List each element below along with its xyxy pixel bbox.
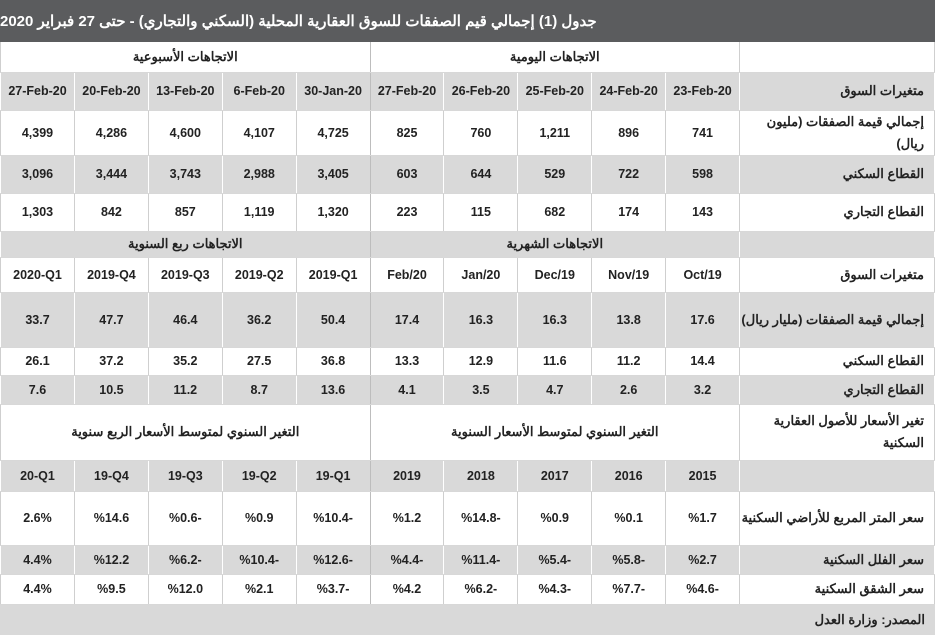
cell-value: 13.8 — [592, 292, 666, 347]
left-group-title: الاتجاهات ربع السنوية — [1, 231, 371, 257]
row-label: القطاع السكني — [740, 155, 935, 193]
table-row — [1, 347, 935, 375]
row-label: إجمالي قيمة الصفقات (مليون ريال) — [740, 110, 935, 155]
column-header: 2019-Q1 — [296, 257, 370, 292]
cell-value: 26.1 — [1, 347, 75, 375]
cell-value: 37.2 — [74, 347, 148, 375]
table-title-bar — [0, 0, 935, 42]
column-header: 20-Q1 — [1, 460, 75, 491]
cell-value: 2.6 — [592, 375, 666, 404]
real-estate-table — [0, 42, 935, 605]
cell-value: 7.6 — [1, 375, 75, 404]
cell-value: %0.1 — [592, 491, 666, 545]
cell-value: 3,444 — [74, 155, 148, 193]
cell-value: 1,211 — [518, 110, 592, 155]
cell-value: 825 — [370, 110, 444, 155]
cell-value: %4.3- — [518, 574, 592, 604]
cell-value: 36.8 — [296, 347, 370, 375]
row-label: سعر الشقق السكنية — [740, 574, 935, 604]
cell-value: 143 — [666, 193, 740, 231]
cell-value: 722 — [592, 155, 666, 193]
cell-value: %14.6 — [74, 491, 148, 545]
column-header: 26-Feb-20 — [444, 72, 518, 110]
cell-value: 50.4 — [296, 292, 370, 347]
column-header: 27-Feb-20 — [1, 72, 75, 110]
table-row — [1, 193, 935, 231]
table-title: جدول (1) إجمالي قيم الصفقات للسوق العقارية المحلية (السكني والتجاري) - حتى 27 فبراير 2020 — [0, 13, 597, 30]
cell-value: 682 — [518, 193, 592, 231]
column-header: 19-Q1 — [296, 460, 370, 491]
cell-value: 27.5 — [222, 347, 296, 375]
cell-value: 4.4% — [1, 574, 75, 604]
cell-value: %1.2 — [370, 491, 444, 545]
cell-value: 896 — [592, 110, 666, 155]
cell-value: 4,107 — [222, 110, 296, 155]
row-label: القطاع السكني — [740, 347, 935, 375]
cell-value: %10.4- — [296, 491, 370, 545]
table-row — [1, 375, 935, 404]
cell-value: %6.2- — [148, 545, 222, 574]
cell-value: %11.4- — [444, 545, 518, 574]
column-header: 30-Jan-20 — [296, 72, 370, 110]
cell-value: 4.1 — [370, 375, 444, 404]
cell-value: 16.3 — [518, 292, 592, 347]
cell-value: 3.2 — [666, 375, 740, 404]
column-header: 19-Q4 — [74, 460, 148, 491]
table-row — [1, 491, 935, 545]
column-header: Feb/20 — [370, 257, 444, 292]
cell-value: 741 — [666, 110, 740, 155]
cell-value: 12.9 — [444, 347, 518, 375]
cell-value: 603 — [370, 155, 444, 193]
cell-value: %12.2 — [74, 545, 148, 574]
cell-value: 3,743 — [148, 155, 222, 193]
cell-value: %12.0 — [148, 574, 222, 604]
cell-value: 4,725 — [296, 110, 370, 155]
column-header: Jan/20 — [444, 257, 518, 292]
source-note: المصدر: وزارة العدل — [0, 605, 935, 635]
column-header: 2016 — [592, 460, 666, 491]
cell-value: %14.8- — [444, 491, 518, 545]
cell-value: 4,600 — [148, 110, 222, 155]
cell-value: 223 — [370, 193, 444, 231]
cell-value: 3,405 — [296, 155, 370, 193]
column-header: Dec/19 — [518, 257, 592, 292]
cell-value: 14.4 — [666, 347, 740, 375]
column-header: 2019-Q3 — [148, 257, 222, 292]
column-header: 2018 — [444, 460, 518, 491]
cell-value: 842 — [74, 193, 148, 231]
column-header: 2019 — [370, 460, 444, 491]
cell-value: 46.4 — [148, 292, 222, 347]
row-label: سعر المتر المربع للأراضي السكنية — [740, 491, 935, 545]
table-row — [1, 292, 935, 347]
cell-value: %4.4- — [370, 545, 444, 574]
row-label: القطاع التجاري — [740, 375, 935, 404]
row-label: سعر الفلل السكنية — [740, 545, 935, 574]
cell-value: 10.5 — [74, 375, 148, 404]
section-title-row — [1, 231, 935, 257]
cell-value: 529 — [518, 155, 592, 193]
column-header: 25-Feb-20 — [518, 72, 592, 110]
cell-value: 17.6 — [666, 292, 740, 347]
column-header: 27-Feb-20 — [370, 72, 444, 110]
cell-value: 8.7 — [222, 375, 296, 404]
cell-value: %2.1 — [222, 574, 296, 604]
right-group-title: التغير السنوي لمتوسط الأسعار السنوية — [370, 404, 739, 460]
cell-value: 13.3 — [370, 347, 444, 375]
cell-value: %0.9 — [222, 491, 296, 545]
cell-value: 3,096 — [1, 155, 75, 193]
cell-value: 33.7 — [1, 292, 75, 347]
column-header: 19-Q3 — [148, 460, 222, 491]
row-label: القطاع التجاري — [740, 193, 935, 231]
cell-value: %1.7 — [666, 491, 740, 545]
cell-value: %2.7 — [666, 545, 740, 574]
right-group-title: الاتجاهات الشهرية — [370, 231, 739, 257]
table-row — [1, 545, 935, 574]
right-group-title: الاتجاهات اليومية — [370, 42, 739, 72]
cell-value: %0.6- — [148, 491, 222, 545]
column-header: 2017 — [518, 460, 592, 491]
cell-value: %4.2 — [370, 574, 444, 604]
cell-value: %5.4- — [518, 545, 592, 574]
cell-value: 4,286 — [74, 110, 148, 155]
cell-value: %7.7- — [592, 574, 666, 604]
cell-value: 1,303 — [1, 193, 75, 231]
cell-value: 857 — [148, 193, 222, 231]
cell-value: %10.4- — [222, 545, 296, 574]
cell-value: %4.6- — [666, 574, 740, 604]
label-header: متغيرات السوق — [740, 257, 935, 292]
table-row — [1, 155, 935, 193]
cell-value: 35.2 — [148, 347, 222, 375]
column-header: 24-Feb-20 — [592, 72, 666, 110]
section-title-row — [1, 42, 935, 72]
column-header: 6-Feb-20 — [222, 72, 296, 110]
column-header-row — [1, 460, 935, 491]
cell-value: %12.6- — [296, 545, 370, 574]
cell-value: %0.9 — [518, 491, 592, 545]
cell-value: 1,320 — [296, 193, 370, 231]
cell-value: 644 — [444, 155, 518, 193]
cell-value: 4.7 — [518, 375, 592, 404]
cell-value: 598 — [666, 155, 740, 193]
label-header: متغيرات السوق — [740, 72, 935, 110]
cell-value: %5.8- — [592, 545, 666, 574]
cell-value: 3.5 — [444, 375, 518, 404]
column-header: Oct/19 — [666, 257, 740, 292]
label-header — [740, 42, 935, 72]
column-header: 19-Q2 — [222, 460, 296, 491]
column-header: 13-Feb-20 — [148, 72, 222, 110]
table-row — [1, 574, 935, 604]
cell-value: 174 — [592, 193, 666, 231]
cell-value: 17.4 — [370, 292, 444, 347]
label-header — [740, 460, 935, 491]
section-title-row — [1, 404, 935, 460]
cell-value: 4.4% — [1, 545, 75, 574]
column-header: 2019-Q2 — [222, 257, 296, 292]
cell-value: 11.2 — [148, 375, 222, 404]
cell-value: %9.5 — [74, 574, 148, 604]
label-header — [740, 231, 935, 257]
cell-value: %3.7- — [296, 574, 370, 604]
cell-value: 16.3 — [444, 292, 518, 347]
left-group-title: التغير السنوي لمتوسط الأسعار الربع سنوية — [1, 404, 371, 460]
column-header: 20-Feb-20 — [74, 72, 148, 110]
column-header: Nov/19 — [592, 257, 666, 292]
cell-value: 2.6% — [1, 491, 75, 545]
column-header-row — [1, 72, 935, 110]
cell-value: 1,119 — [222, 193, 296, 231]
table-row — [1, 110, 935, 155]
cell-value: 11.6 — [518, 347, 592, 375]
column-header: 2020-Q1 — [1, 257, 75, 292]
cell-value: 11.2 — [592, 347, 666, 375]
left-group-title: الاتجاهات الأسبوعية — [1, 42, 371, 72]
cell-value: 47.7 — [74, 292, 148, 347]
cell-value: 2,988 — [222, 155, 296, 193]
column-header: 23-Feb-20 — [666, 72, 740, 110]
cell-value: 4,399 — [1, 110, 75, 155]
row-label: إجمالي قيمة الصفقات (مليار ريال) — [740, 292, 935, 347]
cell-value: 36.2 — [222, 292, 296, 347]
column-header-row — [1, 257, 935, 292]
cell-value: 760 — [444, 110, 518, 155]
cell-value: 115 — [444, 193, 518, 231]
label-header: تغير الأسعار للأصول العقارية السكنية — [740, 404, 935, 460]
column-header: 2019-Q4 — [74, 257, 148, 292]
cell-value: %6.2- — [444, 574, 518, 604]
column-header: 2015 — [666, 460, 740, 491]
cell-value: 13.6 — [296, 375, 370, 404]
